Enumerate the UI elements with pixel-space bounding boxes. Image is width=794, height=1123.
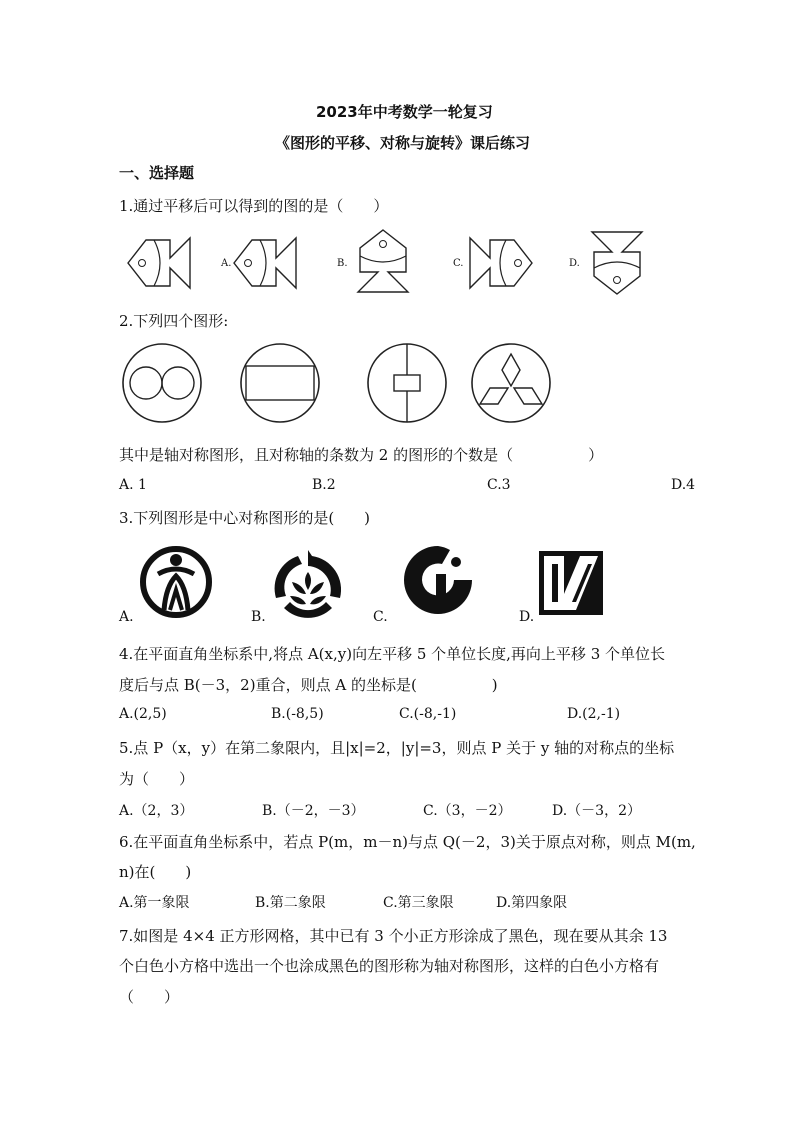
- q6-option-d: D.第四象限: [496, 895, 568, 911]
- q4-option-d: D.(2,-1): [567, 706, 621, 722]
- q5-option-b: B.（－2，－3）: [262, 803, 365, 819]
- q4-option-a: A.(2,5): [119, 706, 167, 722]
- q3-logo-d: [538, 550, 604, 616]
- q2-option-a: A. 1: [119, 477, 147, 493]
- q5-option-a: A.（2，3）: [119, 803, 194, 819]
- q3-logo-c: [398, 542, 478, 618]
- q1-figure-d: [584, 230, 650, 296]
- q5-option-c: C.（3，－2）: [423, 803, 512, 819]
- question-5-line-1: 5.点 P（x，y）在第二象限内，且|x|=2，|y|=3，则点 P 关于 y 轴的对称点的坐标: [119, 739, 675, 757]
- q3-logo-b: [268, 546, 348, 620]
- section-heading: 一、选择题: [119, 164, 195, 182]
- q2-figure-1: [121, 342, 203, 424]
- q2-figure-3: [366, 342, 448, 424]
- q2-option-c: C.3: [487, 477, 511, 493]
- q6-option-c: C.第三象限: [383, 895, 454, 911]
- q3-label-c: C.: [373, 609, 388, 625]
- q1-label-c: C.: [453, 258, 464, 269]
- q3-logo-a: [136, 544, 216, 620]
- q3-label-b: B.: [251, 609, 266, 625]
- question-7-line-2: 个白色小方格中选出一个也涂成黑色的图形称为轴对称图形，这样的白色小方格有: [119, 957, 660, 975]
- q2-option-b: B.2: [312, 477, 336, 493]
- q6-option-a: A.第一象限: [119, 895, 190, 911]
- q4-option-c: C.(-8,-1): [399, 706, 457, 722]
- question-4-line-1: 4.在平面直角坐标系中,将点 A(x,y)向左平移 5 个单位长度,再向上平移 3 个单位长: [119, 645, 666, 663]
- question-7-line-1: 7.如图是 4×4 正方形网格，其中已有 3 个小正方形涂成了黑色，现在要从其余 13: [119, 927, 668, 945]
- q1-label-a: A.: [221, 258, 232, 269]
- q2-figure-2: [239, 342, 321, 424]
- q4-option-b: B.(-8,5): [271, 706, 324, 722]
- q3-label-d: D.: [519, 609, 535, 625]
- q2-option-d: D.4: [671, 477, 696, 493]
- page-title: 2023年中考数学一轮复习: [316, 103, 493, 121]
- question-5-line-2: 为（ ）: [119, 770, 195, 788]
- question-2-stem: 2.下列四个图形:: [119, 312, 229, 330]
- q1-label-d: D.: [569, 258, 580, 269]
- q1-figure-b: [350, 228, 416, 294]
- q1-label-b: B.: [337, 258, 348, 269]
- question-4-line-2: 度后与点 B(－3，2)重合，则点 A 的坐标是( ): [119, 676, 498, 694]
- question-6-line-1: 6.在平面直角坐标系中，若点 P(m，m－n)与点 Q(－2，3)关于原点对称，则点 M(m,: [119, 833, 696, 851]
- q3-label-a: A.: [119, 609, 134, 625]
- question-7-line-3: （ ）: [119, 988, 180, 1006]
- question-2-text: 其中是轴对称图形，且对称轴的条数为 2 的图形的个数是（ ）: [119, 446, 604, 464]
- question-3-stem: 3.下列图形是中心对称图形的是( ): [119, 509, 371, 527]
- page-subtitle: 《图形的平移、对称与旋转》课后练习: [275, 134, 531, 152]
- q1-figure-c: [468, 230, 534, 296]
- q5-option-d: D.（－3，2）: [552, 803, 641, 819]
- q1-original-figure: [126, 230, 192, 296]
- q2-figure-4: [470, 342, 552, 424]
- q1-figure-a: [232, 230, 298, 296]
- q6-option-b: B.第二象限: [255, 895, 326, 911]
- question-6-line-2: n)在( ): [119, 863, 192, 881]
- question-1-stem: 1.通过平移后可以得到的图的是（ ）: [119, 197, 389, 215]
